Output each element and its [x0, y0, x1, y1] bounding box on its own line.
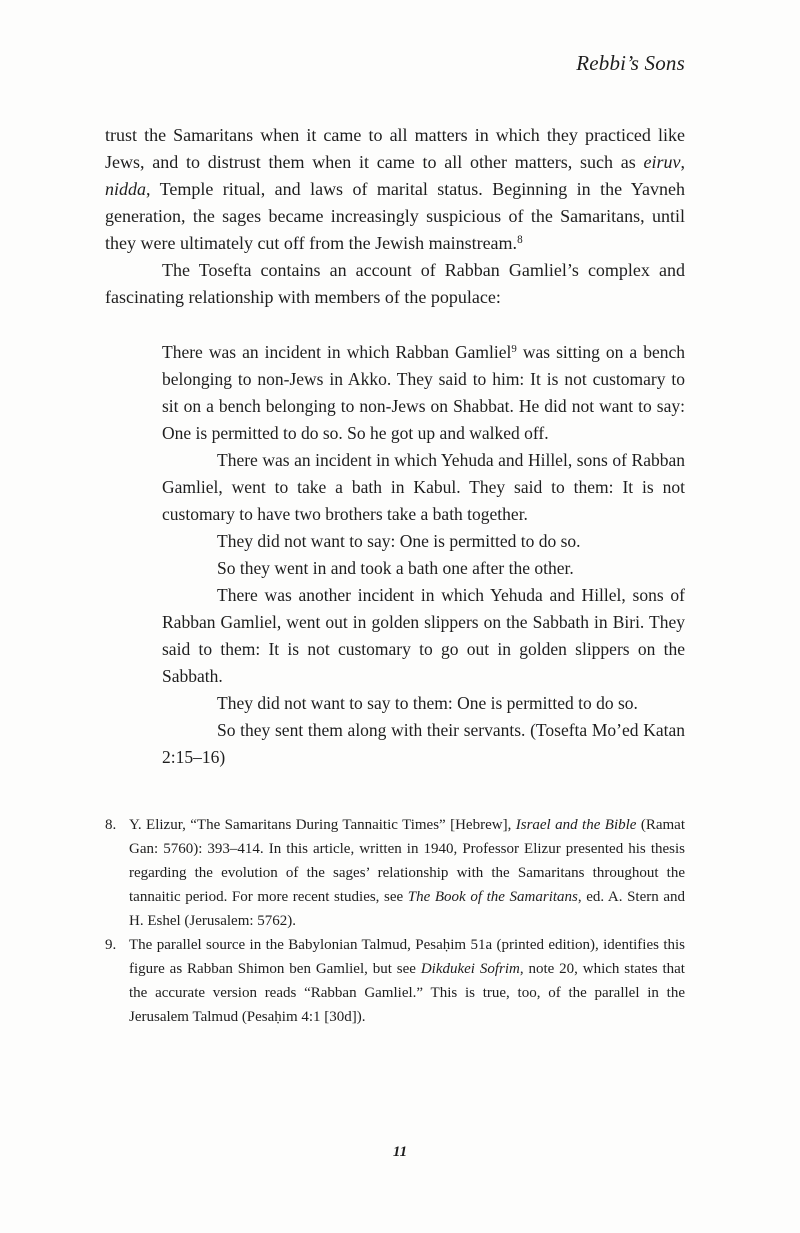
- text-segment: trust the Samaritans when it came to all matters in which they practiced like Jews, and to distrust them when it came to all other matters, such as: [105, 125, 685, 172]
- quote-paragraph: [162, 555, 685, 582]
- text-segment: , ed. A. Stern and H. Eshel (Jerusalem: 5762).: [129, 889, 686, 929]
- footnote: [105, 933, 685, 1029]
- block-quote: [162, 339, 685, 771]
- text-segment: There was an incident in which Rabban Gamliel: [162, 342, 512, 362]
- text-segment: (Ramat Gan: 5760): 393–414. In this article, written in 1940, Professor Elizur presented his thesis regarding the evolution of the sages’ relationship with the Samaritans throughout the tannaitic period. For more recent studies, see: [129, 817, 685, 905]
- footnote-text: [129, 937, 685, 1025]
- text-segment: The parallel source in the Babylonian Talmud, Pesaḥim 51a (printed edition), identifies this figure as Rabban Shimon ben Gamliel, but see: [129, 937, 685, 977]
- body-paragraph: [105, 257, 685, 311]
- text-segment: Dikdukei Sofrim: [420, 961, 520, 977]
- quote-paragraph: [162, 582, 685, 690]
- text-segment: So they sent them along with their servants. (Tosefta Mo’ed Katan 2:15–16): [162, 720, 685, 767]
- text-segment: nidda: [105, 179, 147, 199]
- text-segment: They did not want to say: One is permitted to do so.: [217, 531, 581, 551]
- footnote: [105, 813, 685, 933]
- text-segment: The Tosefta contains an account of Rabban Gamliel’s complex and fascinating relationship with members of the populace:: [105, 260, 685, 307]
- text-segment: , Temple ritual, and laws of marital status. Beginning in the Yavneh generation, the sages became increasingly suspicious of the Samaritans, until they were ultimately cut off from the Jewish mainstream.: [105, 179, 685, 253]
- footnote-text: [129, 817, 685, 929]
- text-segment: , note 20, which states that the accurate version reads “Rabban Gamliel.” This is true, too, of the parallel in the Jerusalem Talmud (Pesaḥim 4:1 [30d]).: [129, 961, 685, 1025]
- text-segment: There was an incident in which Yehuda and Hillel, sons of Rabban Gamliel, went to take a bath in Kabul. They said to them: It is not customary to have two brothers take a bath together.: [162, 450, 685, 524]
- text-segment: ,: [680, 152, 685, 172]
- text-column: [105, 0, 685, 1029]
- footnote-reference: 8: [517, 233, 523, 246]
- quote-paragraph: [162, 717, 685, 771]
- footnote-reference: 9: [511, 343, 517, 356]
- quote-paragraph: [162, 339, 685, 447]
- text-segment: The Book of the Samaritans: [407, 889, 578, 905]
- running-header: Rebbi’s Sons: [576, 51, 685, 75]
- page-number: 11: [392, 1144, 408, 1160]
- body-paragraph: [105, 122, 685, 257]
- quote-paragraph: [162, 690, 685, 717]
- text-segment: So they went in and took a bath one after the other.: [217, 558, 574, 578]
- footnote-number: 8.: [105, 817, 117, 833]
- quote-paragraph: [162, 528, 685, 555]
- quote-paragraph: [162, 447, 685, 528]
- text-segment: Y. Elizur, “The Samaritans During Tannaitic Times” [Hebrew],: [129, 817, 516, 833]
- text-segment: was sitting on a bench belonging to non-Jews in Akko. They said to him: It is not customary to sit on a bench belonging to non-Jews on Shabbat. He did not want to say: One is permitted to do so. So he got up and walked off.: [162, 342, 685, 443]
- footnotes: [105, 813, 685, 1029]
- text-segment: eiruv: [643, 152, 681, 172]
- footnote-number: 9.: [105, 937, 117, 953]
- body-text: [105, 122, 685, 311]
- text-segment: There was another incident in which Yehuda and Hillel, sons of Rabban Gamliel, went out in golden slippers on the Sabbath in Biri. They said to them: It is not customary to go out in golden slippers on the Sabbath.: [162, 585, 685, 686]
- text-segment: They did not want to say to them: One is permitted to do so.: [217, 693, 638, 713]
- text-segment: Israel and the Bible: [515, 817, 637, 833]
